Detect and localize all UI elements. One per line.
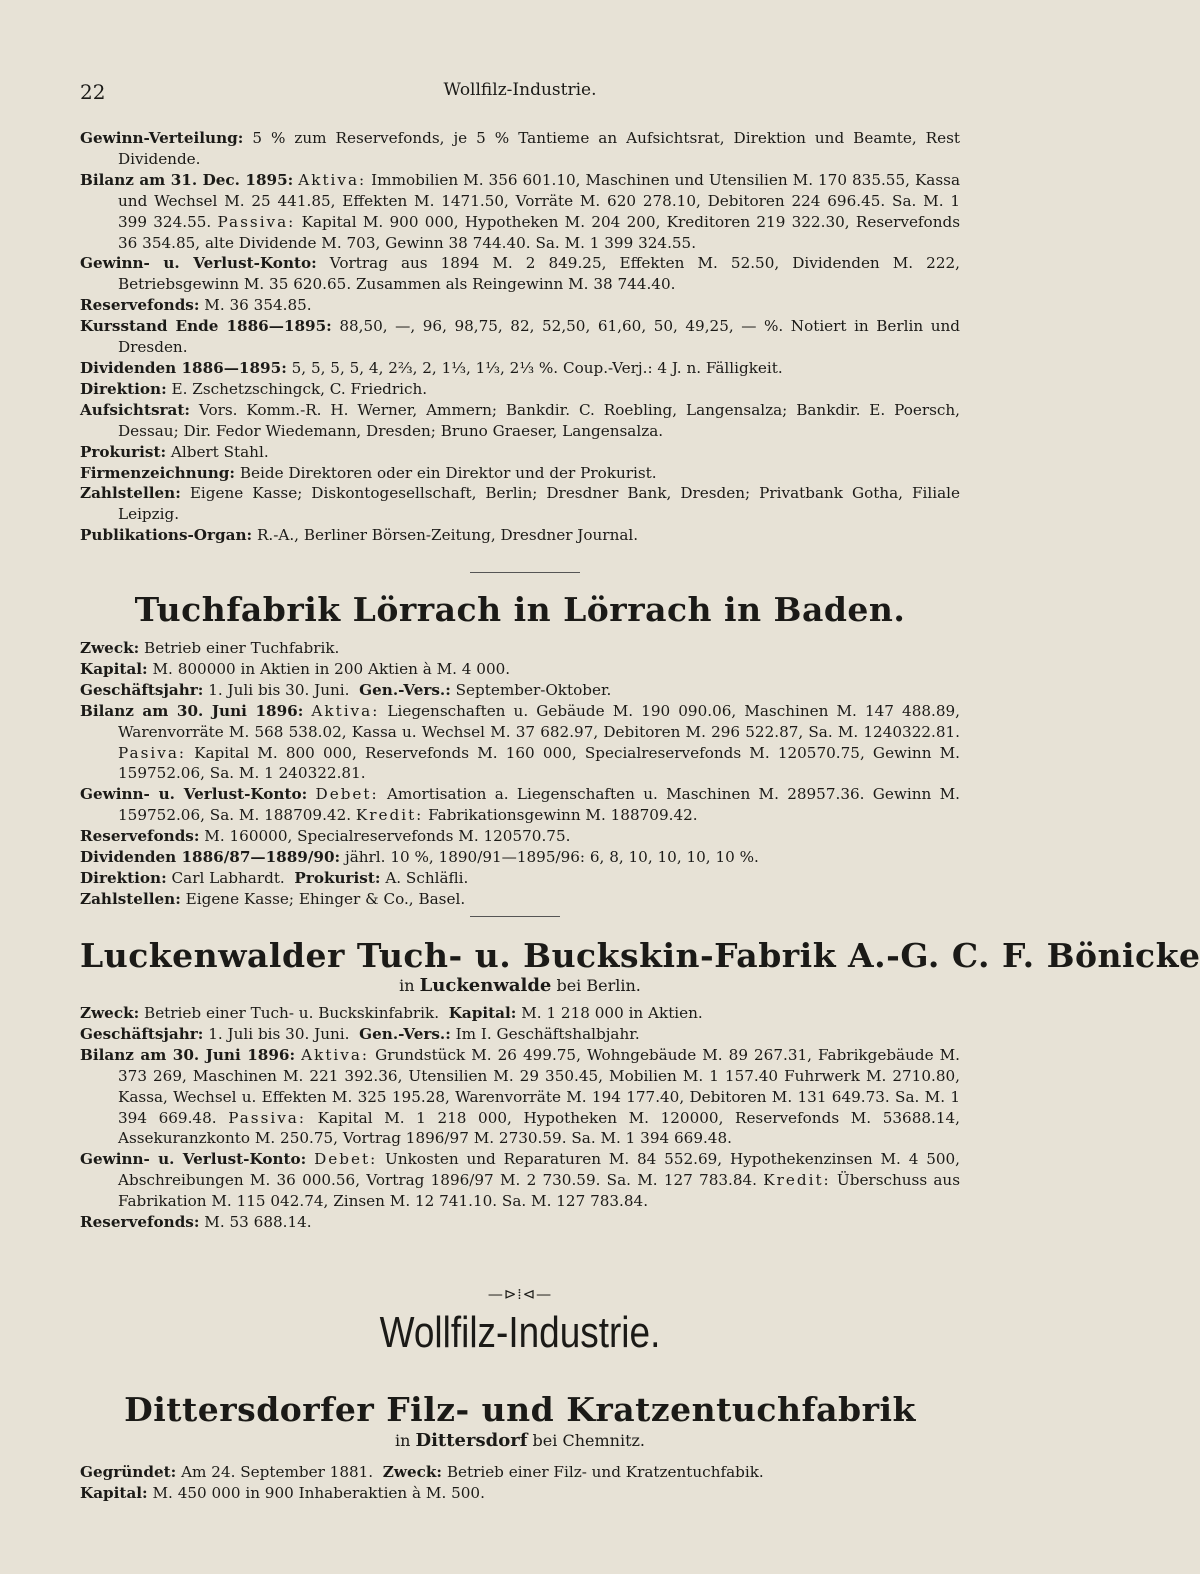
entry-kapital: Kapital: M. 450 000 in 900 Inhaberaktien à M. 500.: [80, 1483, 485, 1502]
company-location: in Dittersdorf bei Chemnitz.: [394, 1430, 646, 1451]
entry-reservefonds: Reservefonds: M. 36 354.85.: [80, 296, 312, 315]
entries-dittersdorf: [80, 1462, 960, 1504]
entry-dividenden: Dividenden 1886/87—1889/90: jährl. 10 %, 1890/91—1895/96: 6, 8, 10, 10, 10, 10 %.: [80, 848, 759, 867]
entry-reservefonds: Reservefonds: M. 160000, Specialreservefonds M. 120570.75.: [80, 827, 571, 846]
company-title-loerrach: Tuchfabrik Lörrach in Lörrach in Baden.: [134, 590, 906, 629]
entry-gewinn-verlust: Gewinn- u. Verlust-Konto: Vortrag aus 1894 M. 2 849.25, Effekten M. 52.50, Dividenden M. 222, Betriebsgewinn M. 35 620.65. Zusammen als Reingewinn M. 38 744.40.: [80, 254, 961, 294]
entry-reservefonds: Reservefonds: M. 53 688.14.: [80, 1213, 312, 1232]
entry-zweck: Zweck: Betrieb einer Tuch- u. Buckskinfabrik. Kapital: M. 1 218 000 in Aktien.: [80, 1004, 703, 1022]
entries-block-1: [80, 128, 960, 546]
section-heading: Wollfilz-Industrie.: [379, 1308, 661, 1357]
entry-gewinn-verlust: Gewinn- u. Verlust-Konto: Debet: Amortisation a. Liegenschaften u. Maschinen M. 28957.36. Gewinn M. 159752.06, Sa. M. 188709.42. Kredit: Fabrikationsgewinn M. 188709.42.: [80, 785, 960, 825]
entry-gegruendet: Gegründet: Am 24. September 1881. Zweck: Betrieb einer Filz- und Kratzentuchfabik.: [80, 1463, 764, 1481]
entry-zahlstellen: Zahlstellen: Eigene Kasse; Diskontogesellschaft, Berlin; Dresdner Bank, Dresden; Privatbank Gotha, Filiale Leipzig.: [80, 484, 961, 524]
entry-dividenden: Dividenden 1886—1895: 5, 5, 5, 5, 4, 2⅔, 2, 1⅓, 1⅓, 2⅓ %. Coup.-Verj.: 4 J. n. Fälligkeit.: [80, 358, 783, 377]
entries-luckenwalde: [80, 1003, 960, 1233]
entry-direktion: Direktion: E. Zschetzschingck, C. Friedrich.: [80, 379, 428, 398]
section-divider: [470, 572, 580, 573]
company-title-luckenwalde: Luckenwalder Tuch- u. Buckskin-Fabrik A.-G. C. F. Bönicke: [80, 936, 1200, 975]
entry-zahlstellen: Zahlstellen: Eigene Kasse; Ehinger & Co., Basel.: [80, 889, 466, 908]
entry-aufsichtsrat: Aufsichtsrat: Vors. Komm.-R. H. Werner, Ammern; Bankdir. C. Roebling, Langensalza; Bankdir. E. Poersch, Dessau; Dir. Fedor Wiedemann, Dresden; Bruno Graeser, Langensalza.: [80, 400, 960, 440]
page-header: [80, 80, 960, 106]
entry-zweck: Zweck: Betrieb einer Tuchfabrik.: [80, 639, 340, 657]
entry-geschaeftsjahr: Geschäftsjahr: 1. Juli bis 30. Juni. Gen.-Vers.: Im I. Geschäftshalbjahr.: [80, 1024, 640, 1043]
entry-firmenzeichnung: Firmenzeichnung: Beide Direktoren oder ein Direktor und der Prokurist.: [80, 463, 657, 482]
entry-kursstand: Kursstand Ende 1886—1895: 88,50, —, 96, 98,75, 82, 52,50, 61,60, 50, 49,25, — %. Notiert in Berlin und Dresden.: [80, 317, 960, 357]
entries-loerrach: [80, 638, 960, 910]
running-head: Wollfilz-Industrie.: [443, 80, 597, 100]
entry-direktion: Direktion: Carl Labhardt. Prokurist: A. Schläfli.: [80, 868, 469, 887]
entry-gewinn-verteilung: Gewinn-Verteilung: 5 % zum Reservefonds, je 5 % Tantieme an Aufsichtsrat, Direktion und Beamte, Rest Dividende.: [80, 129, 960, 168]
company-title-dittersdorf: Dittersdorfer Filz- und Kratzentuchfabrik: [124, 1390, 916, 1429]
section-divider: [470, 916, 560, 917]
ornament-divider: —⊳⁞⊲—: [487, 1285, 553, 1303]
entry-bilanz: Bilanz am 31. Dec. 1895: Aktiva: Immobilien M. 356 601.10, Maschinen und Utensilien M. 170 835.55, Kassa und Wechsel M. 25 441.85, Effekten M. 1471.50, Vorräte M. 620 278.10, Debitoren 224 696.45. Sa. M. 1 399 324.55. Passiva: Kapital M. 900 000, Hypotheken M. 204 200, Kreditoren 219 322.30, Reservefonds 36 354.85, alte Dividende M. 703, Gewinn 38 744.40. Sa. M. 1 399 324.55.: [80, 170, 961, 252]
page-number: 22: [80, 80, 106, 104]
company-location: in Luckenwalde bei Berlin.: [399, 975, 641, 996]
entry-publikations-organ: Publikations-Organ: R.-A., Berliner Börsen-Zeitung, Dresdner Journal.: [80, 526, 639, 545]
entry-bilanz: Bilanz am 30. Juni 1896: Aktiva: Grundstück M. 26 499.75, Wohngebäude M. 89 267.31, Fabrikgebäude M. 373 269, Maschinen M. 221 392.36, Utensilien M. 29 350.45, Mobilien M. 1 157.40 Fuhrwerk M. 2710.80, Kassa, Wechsel u. Effekten M. 325 195.28, Warenvorräte M. 194 177.40, Debitoren M. 131 649.73. Sa. M. 1 394 669.48. Passiva: Kapital M. 1 218 000, Hypotheken M. 120000, Reservefonds M. 53688.14, Assekuranzkonto M. 250.75, Vortrag 1896/97 M. 2730.59. Sa. M. 1 394 669.48.: [80, 1045, 961, 1148]
entry-prokurist: Prokurist: Albert Stahl.: [80, 442, 269, 461]
entry-geschaeftsjahr: Geschäftsjahr: 1. Juli bis 30. Juni. Gen.-Vers.: September-Oktober.: [80, 680, 612, 699]
entry-gewinn-verlust: Gewinn- u. Verlust-Konto: Debet: Unkosten und Reparaturen M. 84 552.69, Hypothekenzinsen M. 4 500, Abschreibungen M. 36 000.56, Vortrag 1896/97 M. 2 730.59. Sa. M. 127 783.84. Kredit: Überschuss aus Fabrikation M. 115 042.74, Zinsen M. 12 741.10. Sa. M. 127 783.84.: [80, 1150, 961, 1211]
entry-bilanz: Bilanz am 30. Juni 1896: Aktiva: Liegenschaften u. Gebäude M. 190 090.06, Maschinen M. 147 488.89, Warenvorräte M. 568 538.02, Kassa u. Wechsel M. 37 682.97, Debitoren M. 296 522.87, Sa. M. 1240322.81. Pasiva: Kapital M. 800 000, Reservefonds M. 160 000, Specialreservefonds M. 120570.75, Gewinn M. 159752.06, Sa. M. 1 240322.81.: [80, 701, 961, 783]
entry-kapital: Kapital: M. 800000 in Aktien in 200 Aktien à M. 4 000.: [80, 659, 511, 678]
